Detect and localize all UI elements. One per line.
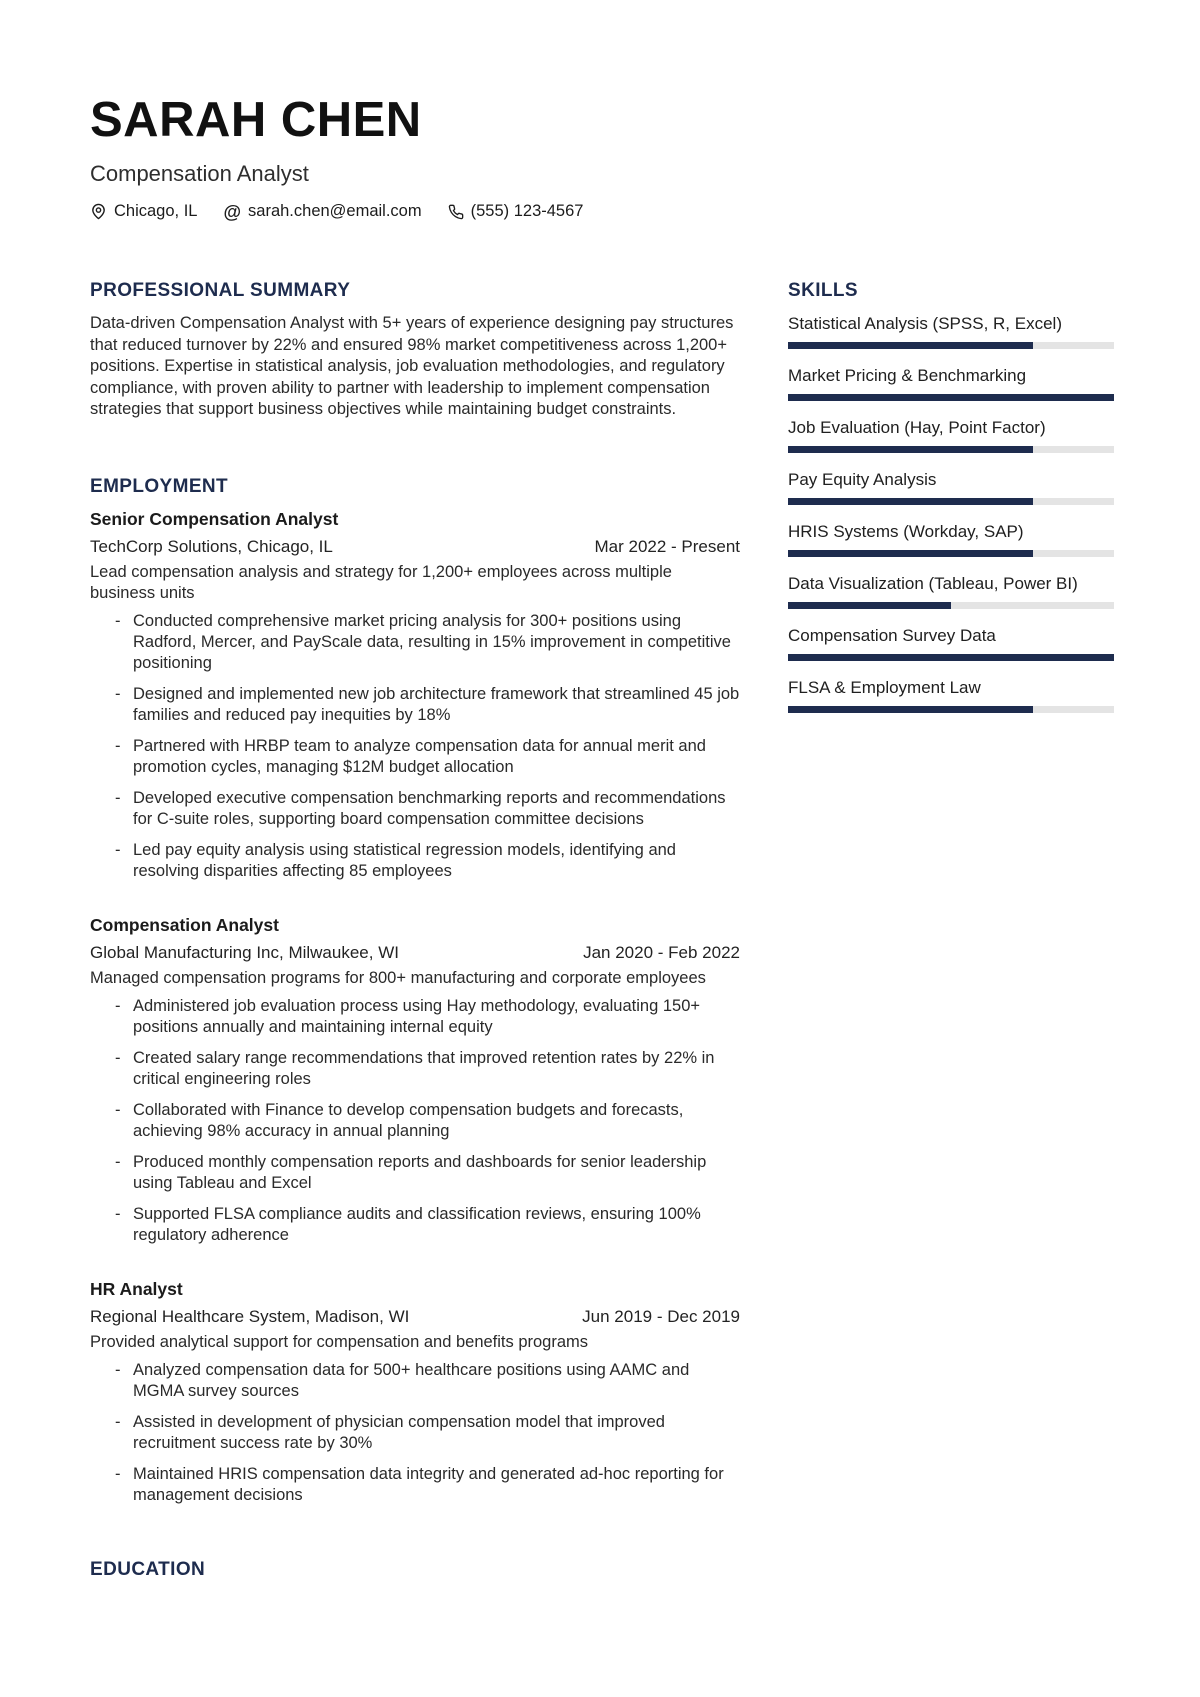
job-company: Regional Healthcare System, Madison, WI [90,1307,410,1327]
summary-text: Data-driven Compensation Analyst with 5+ years of experience designing pay structures that reduced turnover by 22% and ensured 98% market competitiveness across 1,200+ positions. Expertise in statistical analysis, job evaluation methodologies, and regulatory compliance, with proven ability to partner with leadership to implement compensation strategies that support business objectives while maintaining budget constraints. [90,314,734,419]
skill-bar-track [788,446,1114,453]
job-bullets [90,996,740,1246]
job-company: Global Manufacturing Inc, Milwaukee, WI [90,943,399,963]
job-description: Provided analytical support for compensation and benefits programs [90,1333,589,1352]
bullet-item: - Analyzed compensation data for 500+ healthcare positions using AAMC and MGMA survey sources [90,1360,740,1402]
summary-section [90,279,740,420]
job-dates: Jun 2019 - Dec 2019 [582,1307,740,1327]
skill-bar-track [788,706,1114,713]
job-entry [90,508,740,882]
at-sign-icon: @ [223,201,242,222]
contact-location [90,202,197,221]
location-pin-icon [90,203,107,220]
skill-bar-fill [788,394,1114,401]
job-entry [90,1278,740,1506]
bullet-item: - Developed executive compensation benchmarking reports and recommendations for C-suite roles, supporting board compensation committee decisions [90,788,740,830]
bullet-item: - Collaborated with Finance to develop compensation budgets and forecasts, achieving 98% accuracy in annual planning [90,1100,740,1142]
skill-item [788,573,1114,609]
contact-row [90,202,1114,221]
skill-label: Pay Equity Analysis [788,470,937,490]
person-title: Compensation Analyst [90,161,309,186]
job-description: Managed compensation programs for 800+ manufacturing and corporate employees [90,969,706,988]
job-meta [90,1305,740,1328]
job-dates: Mar 2022 - Present [594,537,740,557]
skill-item [788,417,1114,453]
contact-email-text: sarah.chen@email.com [248,202,422,221]
skill-label: Statistical Analysis (SPSS, R, Excel) [788,314,1062,334]
skill-bar-track [788,550,1114,557]
employment-heading: EMPLOYMENT [90,475,229,497]
job-meta [90,941,740,964]
resume-columns [90,279,1114,1592]
resume-header [90,93,1114,222]
skill-bar-fill [788,498,1033,505]
job-entry [90,914,740,1246]
contact-location-text: Chicago, IL [114,202,198,221]
skill-label: Job Evaluation (Hay, Point Factor) [788,418,1046,438]
job-bullets [90,1360,740,1506]
skill-item [788,677,1114,713]
contact-phone-text: (555) 123-4567 [470,202,584,221]
bullet-item: - Maintained HRIS compensation data integrity and generated ad-hoc reporting for management decisions [90,1464,740,1506]
summary-heading: PROFESSIONAL SUMMARY [90,280,351,302]
education-section [90,1558,740,1582]
skill-bar-fill [788,602,951,609]
job-title: HR Analyst [90,1279,183,1300]
skill-item [788,521,1114,557]
job-title: Senior Compensation Analyst [90,509,339,530]
bullet-item: - Administered job evaluation process using Hay methodology, evaluating 150+ positions annually and maintaining internal equity [90,996,740,1038]
bullet-item: - Led pay equity analysis using statistical regression models, identifying and resolving disparities affecting 85 employees [90,840,740,882]
bullet-item: - Conducted comprehensive market pricing analysis for 300+ positions using Radford, Mercer, and PayScale data, resulting in 15% improvement in competitive positioning [90,611,740,674]
skill-bar-track [788,602,1114,609]
skills-heading: SKILLS [788,280,858,302]
skill-bar-track [788,498,1114,505]
skill-label: Market Pricing & Benchmarking [788,366,1027,386]
education-heading: EDUCATION [90,1559,206,1581]
job-description: Lead compensation analysis and strategy for 1,200+ employees across multiple business units [90,563,672,603]
skill-label: Compensation Survey Data [788,626,996,646]
job-company: TechCorp Solutions, Chicago, IL [90,537,333,557]
skill-bar-track [788,342,1114,349]
skill-bar-fill [788,342,1033,349]
job-title: Compensation Analyst [90,915,279,936]
right-column [788,279,1114,1592]
contact-email [223,202,421,221]
skill-bar-track [788,394,1114,401]
bullet-item: - Designed and implemented new job architecture framework that streamlined 45 job families and reduced pay inequities by 18% [90,684,740,726]
skills-section [788,279,1114,713]
bullet-item: - Partnered with HRBP team to analyze compensation data for annual merit and promotion cycles, managing $12M budget allocation [90,736,740,778]
job-dates: Jan 2020 - Feb 2022 [583,943,740,963]
job-meta [90,535,740,558]
left-column [90,279,740,1592]
skill-item [788,469,1114,505]
skill-bar-fill [788,654,1114,661]
skill-item [788,313,1114,349]
skill-label: Data Visualization (Tableau, Power BI) [788,574,1078,594]
job-bullets [90,611,740,882]
bullet-item: - Supported FLSA compliance audits and classification reviews, ensuring 100% regulatory adherence [90,1204,740,1246]
person-name: SARAH CHEN [90,93,422,147]
employment-section [90,475,740,1507]
skill-item [788,625,1114,661]
skill-label: HRIS Systems (Workday, SAP) [788,522,1024,542]
skill-bar-fill [788,446,1033,453]
bullet-item: - Produced monthly compensation reports and dashboards for senior leadership using Tableau and Excel [90,1152,740,1194]
phone-icon [448,204,464,220]
skill-label: FLSA & Employment Law [788,678,981,698]
skill-bar-track [788,654,1114,661]
skill-item [788,365,1114,401]
skill-bar-fill [788,550,1033,557]
contact-phone [448,202,584,221]
skill-bar-fill [788,706,1033,713]
bullet-item: - Created salary range recommendations that improved retention rates by 22% in critical engineering roles [90,1048,740,1090]
bullet-item: - Assisted in development of physician compensation model that improved recruitment success rate by 30% [90,1412,740,1454]
